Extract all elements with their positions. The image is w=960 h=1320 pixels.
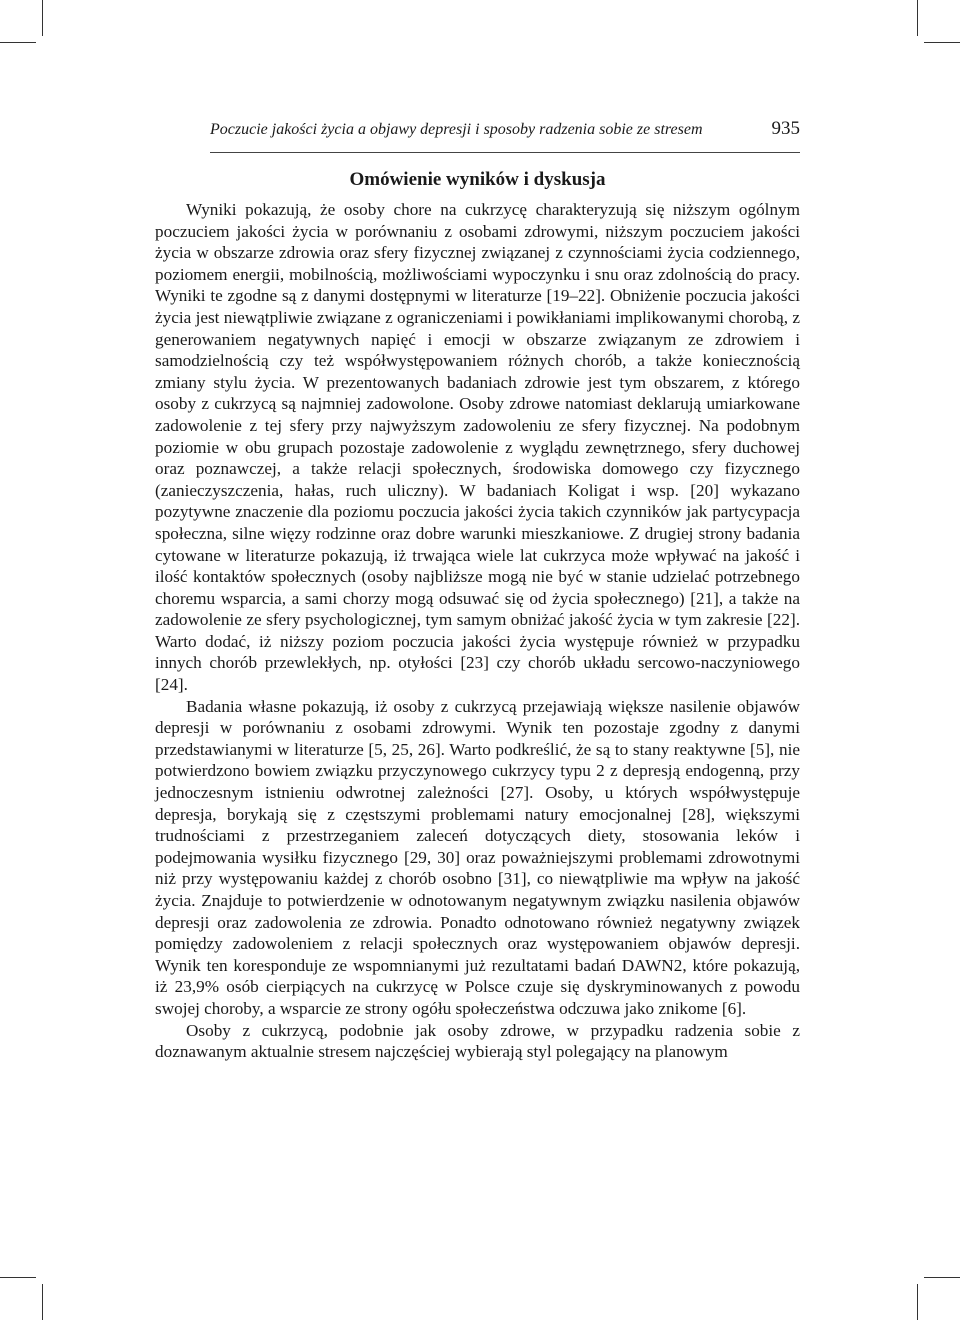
page-number: 935 <box>771 118 800 139</box>
paragraph: Badania własne pokazują, iż osoby z cukrzycą przejawiają większe nasilenie objawów depresji w porównaniu z osobami zdrowymi. Wynik ten pozostaje zgodny z danymi przedstawianymi w literaturze [5, 25, 26]. Warto podkreślić, że są to stany reaktywne [5], nie potwierdzono bowiem związku przyczynowego cukrzycy typu 2 z depresją endogenną, przy jednoczesnym istnieniu odwrotnej zależności [27]. Osoby, u których współwystępuje depresja, borykają się z częstszymi problemami natury emocjonalnej [28], większymi trudnościami z przestrzeganiem zaleceń dotyczących diety, stosowania leków i podejmowania wysiłku fizycznego [29, 30] oraz poważniejszymi problemami zdrowotnymi niż przy występowaniu każdej z chorób osobno [31], co niewątpliwie ma wpływ na jakość życia. Znajduje to potwierdzenie w odnotowanym negatywnym związku nasilenia objawów depresji oraz zadowolenia ze zdrowia. Ponadto odnotowano również negatywny związek pomiędzy zadowoleniem z relacji społecznych oraz występowaniem objawów depresji. Wynik ten koresponduje ze wspomnianymi już rezultatami badań DAWN2, które pokazują, iż 23,9% osób cierpiących na cukrzycę w Polsce czuje się dyskryminowanych z powodu swojej choroby, a wsparcie ze strony ogółu społeczeństwa odczuwa jako znikome [6]. <box>155 696 800 1018</box>
crop-mark <box>924 1277 960 1278</box>
paragraph: Wyniki pokazują, że osoby chore na cukrzycę charakteryzują się niższym ogólnym poczuciem jakości życia w porównaniu z osobami zdrowymi, niższym poczuciem jakości życia w obszarze zdrowia oraz sfery fizycznej związanej z czynnościami życia codziennego, poziomem energii, mobilnością, możliwościami wypoczynku i snu oraz zdolnością do pracy. Wyniki te zgodne są z danymi dostępnymi w literaturze [19–22]. Obniżenie poczucia jakości życia jest niewątpliwie związane z ograniczeniami i powikłaniami implikowanymi chorobą, z generowaniem negatywnych napięć i emocji w obszarze związanym ze zdrowiem i samodzielnością czy też współwystępowaniem różnych chorób, a także koniecznością zmiany stylu życia. W prezentowanych badaniach zdrowie jest tym obszarem, z którego osoby z cukrzycą są najmniej zadowolone. Osoby zdrowe natomiast deklarują umiarkowane zadowolenie z tej sfery przy najwyższym zadowoleniu ze sfery fizycznej. Na podobnym poziomie w obu grupach pozostaje zadowolenie z wyglądu zewnętrznego, sfery duchowej oraz poznawczej, a także relacji społecznych, środowiska domowego czy fizycznego (zanieczyszczenia, hałas, ruch uliczny). W badaniach Koligat i wsp. [20] wykazano pozytywne znaczenie dla poziomu poczucia jakości życia takich czynników jak partycypacja społeczna, silne więzy rodzinne oraz dobre warunki mieszkaniowe. Z drugiej strony badania cytowane w literaturze pokazują, iż trwająca wiele lat cukrzyca może wpływać na jakość i ilość kontaktów społecznych (osoby najbliższe mogą nie być w stanie udzielać potrzebnego choremu wsparcia, a sami chorzy mogą odsuwać się od życia społecznego) [21], a także na zadowolenie ze sfery psychologicznej, tym samym obniżać jakość życia w tym zakresie [22]. Warto dodać, iż niższy poziom poczucia jakości życia występuje również w przypadku innych chorób przewlekłych, np. otyłości [23] czy chorób układu sercowo-naczyniowego [24]. <box>155 200 800 695</box>
crop-mark <box>42 0 43 36</box>
running-title: Poczucie jakości życia a objawy depresji i sposoby radzenia sobie ze stresem <box>210 121 703 138</box>
crop-mark <box>0 1277 36 1278</box>
section-title: Omówienie wyników i dyskusja <box>349 169 606 190</box>
paragraph: Osoby z cukrzycą, podobnie jak osoby zdrowe, w przypadku radzenia sobie z doznawanym aktualnie stresem najczęściej wybierają styl polegający na planowym <box>155 1020 800 1062</box>
article-body <box>155 166 800 1063</box>
header-rule <box>210 152 800 153</box>
crop-mark <box>917 1284 918 1320</box>
crop-mark <box>0 42 36 43</box>
running-header <box>210 118 800 140</box>
crop-mark <box>917 0 918 36</box>
crop-mark <box>42 1284 43 1320</box>
crop-mark <box>924 42 960 43</box>
